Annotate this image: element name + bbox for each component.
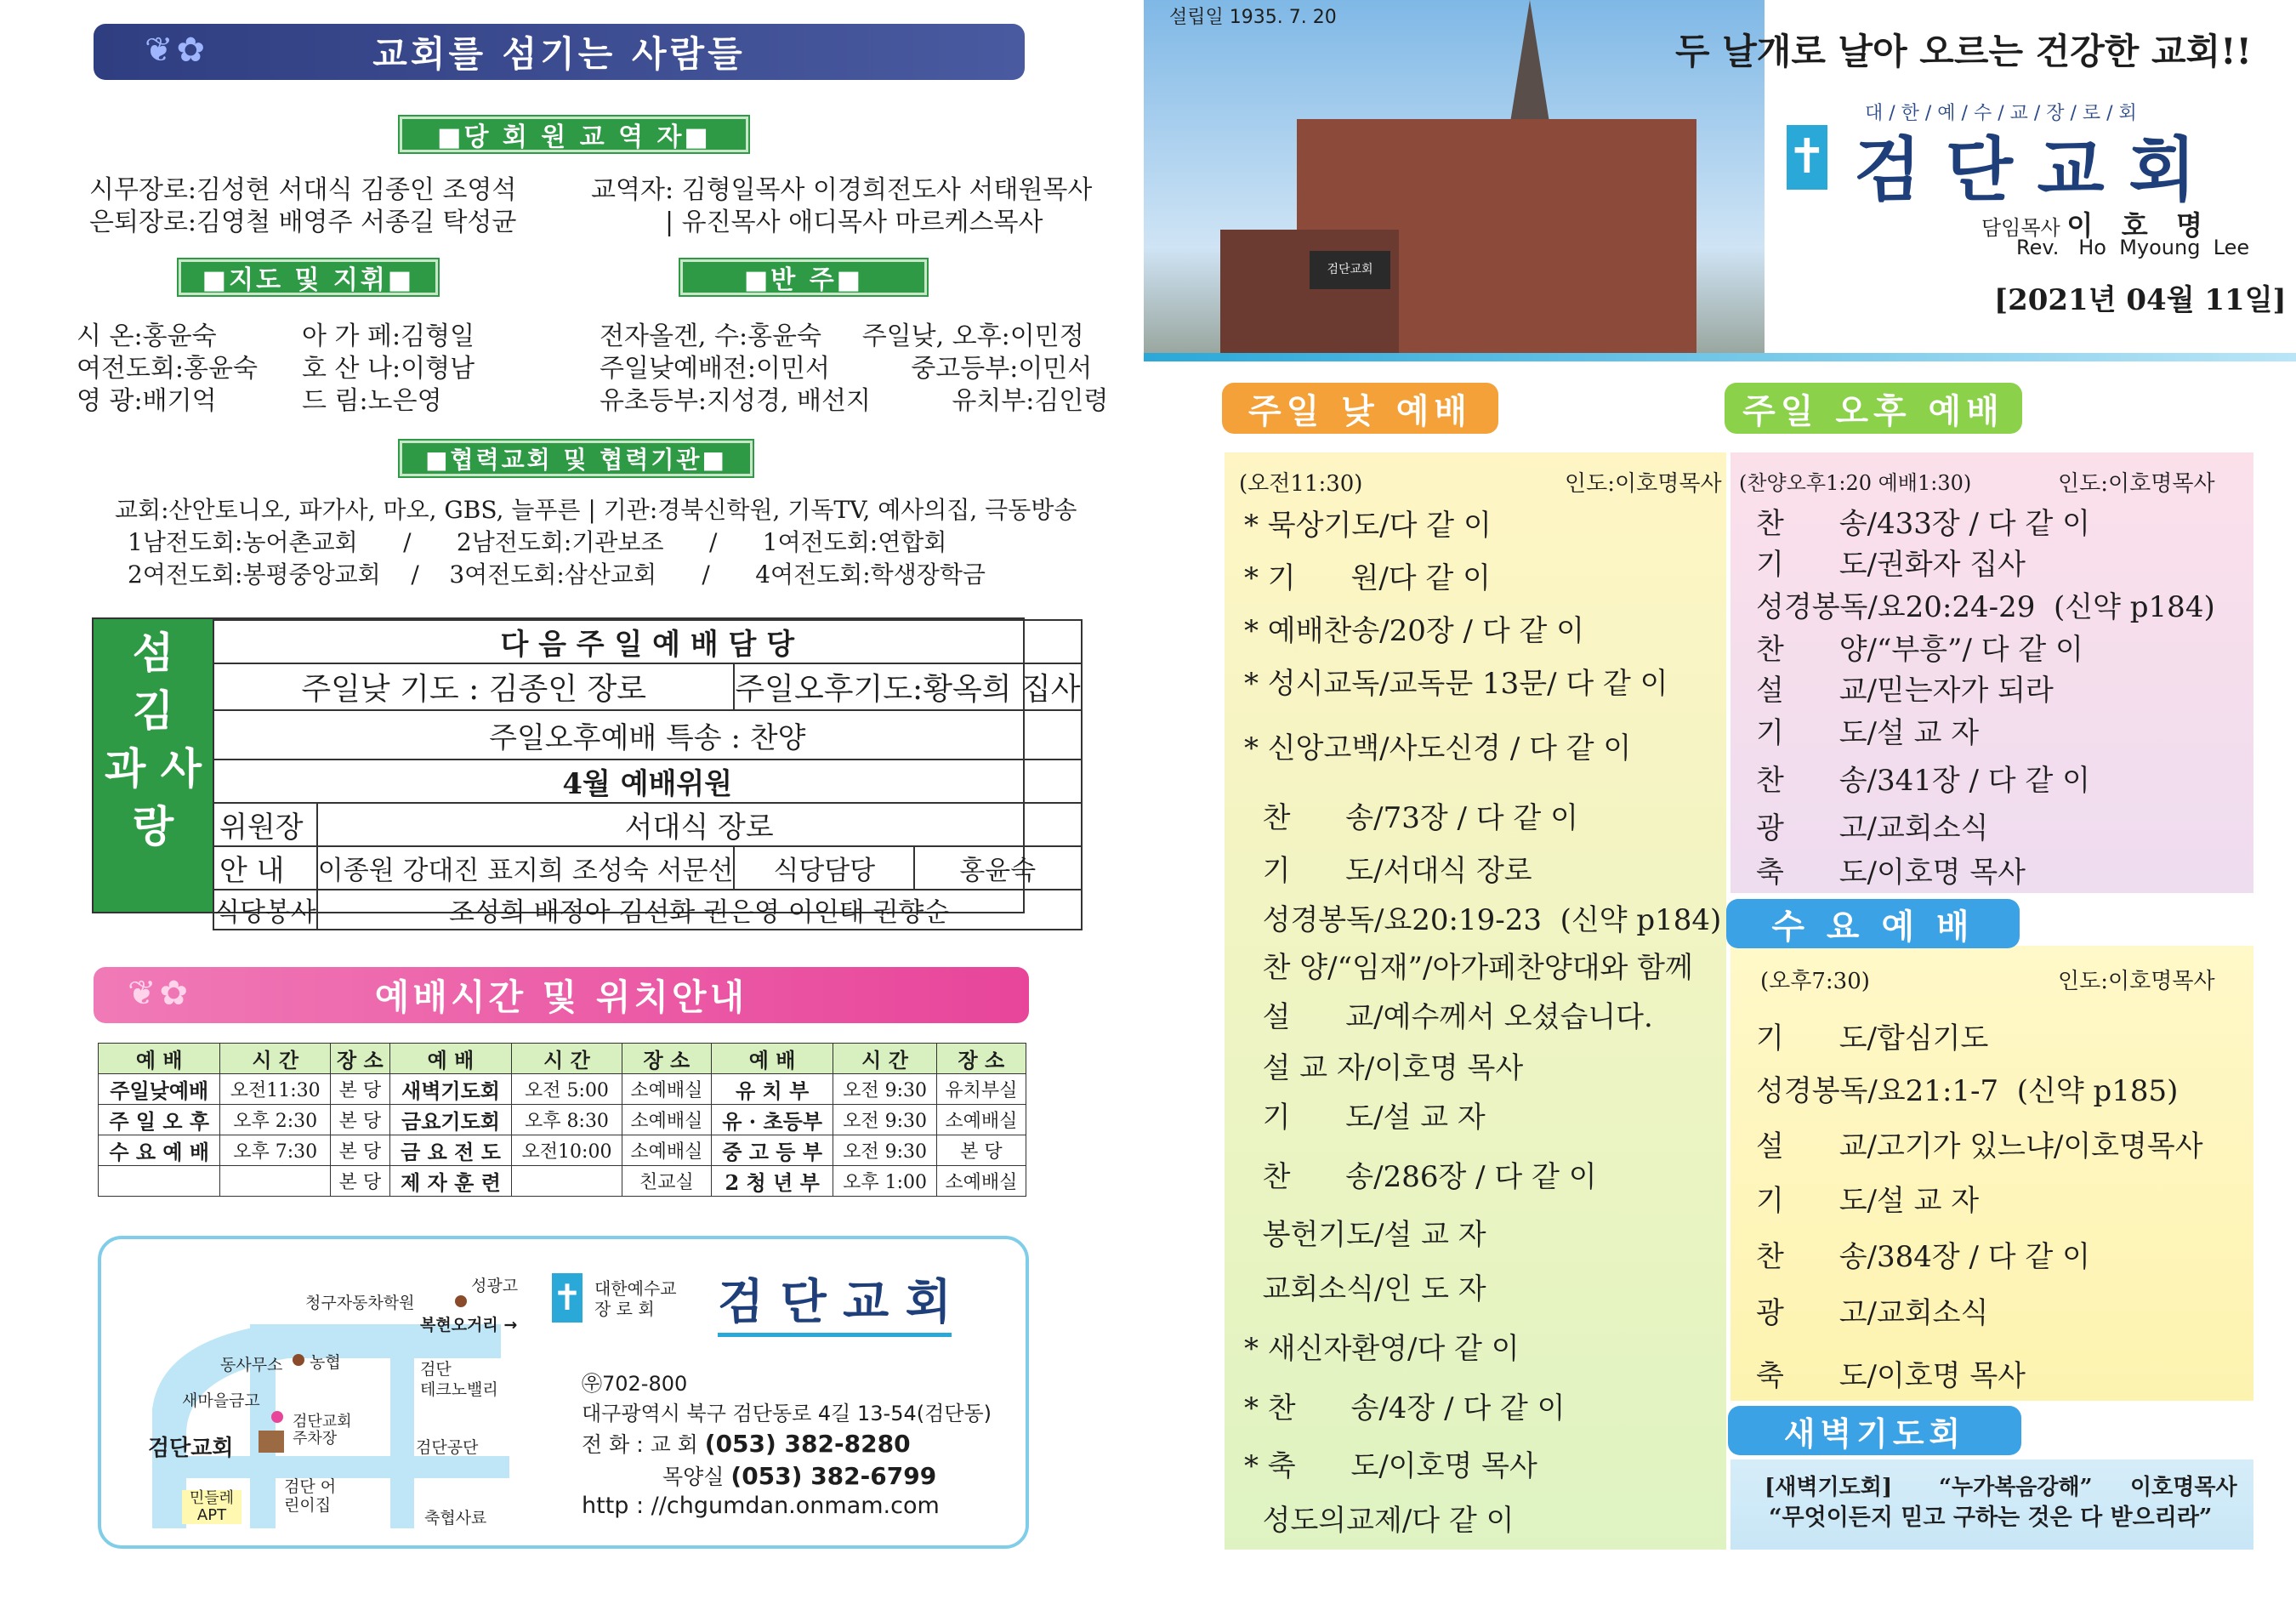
accomp-row: 유초등부:지성경, 배선지 유치부:김인령 bbox=[600, 386, 1109, 416]
cell: 오전 9:30 bbox=[833, 1105, 936, 1135]
accomp-label: ■반 주■ bbox=[680, 259, 927, 295]
map-label: 테크노밸리 bbox=[420, 1380, 498, 1399]
location-box bbox=[98, 1236, 1029, 1549]
map-label: 검단 어린이집 bbox=[284, 1477, 337, 1515]
list-item: * 찬 송/4장 / 다 같 이 bbox=[1244, 1391, 1566, 1425]
map bbox=[135, 1265, 611, 1537]
dawn-title: 새벽기도회 bbox=[1728, 1406, 2021, 1455]
leader-row: 아 가 페:김형일 bbox=[302, 321, 475, 351]
guide-value: 이종원 강대진 표지희 조성숙 서문선 bbox=[317, 846, 735, 890]
header-rule bbox=[1144, 353, 2296, 361]
prayer-pm: 주일오후기도:황옥희 집사 bbox=[734, 663, 1081, 710]
table-row bbox=[99, 1105, 1026, 1135]
cell: 유치부실 bbox=[936, 1074, 1026, 1105]
list-item: * 신앙고백/사도신경 / 다 같 이 bbox=[1244, 731, 1632, 765]
list-item: 광 고/교회소식 bbox=[1756, 1296, 1989, 1330]
list-item: 기 도/설 교 자 bbox=[1756, 716, 1980, 750]
map-label: 동사무소 bbox=[220, 1356, 283, 1374]
list-item: 찬 송/286장 / 다 같 이 bbox=[1244, 1160, 1597, 1194]
website-link[interactable]: http : //chgumdan.onmam.com bbox=[582, 1493, 940, 1519]
cell: 본 당 bbox=[936, 1135, 1026, 1166]
cell: 금요기도회 bbox=[389, 1105, 511, 1135]
list-item: * 기 원/다 같 이 bbox=[1244, 561, 1491, 595]
special-song: 주일오후예배 특송 : 찬양 bbox=[213, 710, 1082, 759]
leader-row: 여전도회:홍윤숙 bbox=[77, 354, 258, 384]
map-marker-icon bbox=[455, 1295, 467, 1307]
serve-side-char: 과 사 bbox=[104, 743, 202, 794]
list-item: 찬 송/433장 / 다 같 이 bbox=[1756, 507, 2090, 541]
guide-key: 안 내 bbox=[213, 846, 317, 890]
cell: 소예배실 bbox=[622, 1105, 711, 1135]
col-head: 예 배 bbox=[389, 1044, 511, 1074]
bulletin-date: [2021년 04월 11일] bbox=[1994, 283, 2287, 317]
cell: 소예배실 bbox=[936, 1105, 1026, 1135]
table-row bbox=[99, 1074, 1026, 1105]
cell: 오전10:00 bbox=[512, 1135, 622, 1166]
list-item: 성경봉독/요20:19-23 (신약 p184) bbox=[1244, 903, 1722, 937]
pastor-english: Rev. Ho Myoung Lee bbox=[2016, 236, 2250, 259]
church-name: 검 단 교 회 bbox=[718, 1265, 952, 1337]
denomination: 대 / 한 / 예 / 수 / 교 / 장 / 로 / 회 bbox=[1865, 103, 2137, 124]
wednesday-leader: 인도:이호명목사 bbox=[2058, 969, 2215, 994]
col-head: 예 배 bbox=[99, 1044, 220, 1074]
left-page bbox=[0, 0, 1144, 1610]
cell: 수 요 예 배 bbox=[99, 1135, 220, 1166]
list-item: 기 도/설 교 자 bbox=[1244, 1101, 1486, 1135]
leaders-label: ■지도 및 지휘■ bbox=[179, 259, 438, 295]
cell: 제 자 훈 련 bbox=[389, 1166, 511, 1197]
serve-side-char: 섬 bbox=[132, 628, 174, 678]
cell: 오후 7:30 bbox=[220, 1135, 331, 1166]
pastor-line: 담임목사 이 호 명 bbox=[1981, 209, 2202, 242]
prayer-am: 주일낮 기도 : 김종인 장로 bbox=[213, 663, 734, 710]
right-page bbox=[1144, 0, 2296, 1610]
title-banner-text: 교회를 섬기는 사람들 bbox=[372, 33, 746, 75]
cell: 오후 2:30 bbox=[220, 1105, 331, 1135]
list-item: 찬 송/384장 / 다 같 이 bbox=[1756, 1240, 2090, 1274]
sunday-pm-leader: 인도:이호명목사 bbox=[2058, 471, 2215, 497]
list-item: 축 도/이호명 목사 bbox=[1756, 856, 2026, 890]
cell: 오전 9:30 bbox=[833, 1074, 936, 1105]
church-photo bbox=[1144, 0, 1765, 353]
list-item: 기 도/설 교 자 bbox=[1756, 1184, 1980, 1218]
cell: 본 당 bbox=[331, 1166, 390, 1197]
schedule-header bbox=[99, 1044, 1026, 1074]
list-item: 설 교/고기가 있느냐/이호명목사 bbox=[1756, 1129, 2203, 1163]
cell: 금 요 전 도 bbox=[389, 1135, 511, 1166]
map-label: 검단교회 bbox=[148, 1436, 234, 1461]
cell: 오후 1:00 bbox=[833, 1166, 936, 1197]
map-marker-icon bbox=[271, 1411, 283, 1423]
list-item: 성경봉독/요20:24-29 (신약 p184) bbox=[1756, 590, 2215, 624]
table-row bbox=[99, 1135, 1026, 1166]
denomination-small: 대한예수교 장 로 회 bbox=[594, 1278, 677, 1319]
schedule-table bbox=[98, 1043, 1026, 1197]
wednesday-time: (오후7:30) bbox=[1760, 969, 1870, 994]
list-item: 찬 양/“부흥”/ 다 같 이 bbox=[1756, 633, 2083, 667]
building-front bbox=[1220, 230, 1399, 353]
cell: 중 고 등 부 bbox=[711, 1135, 833, 1166]
phone-row: 전 화 : 교 회 (053) 382-8280 bbox=[582, 1430, 911, 1458]
list-item: 설 교/예수께서 오셨습니다. bbox=[1244, 1000, 1653, 1034]
times-banner-text: 예배시간 및 위치안내 bbox=[374, 976, 748, 1018]
map-label: 청구자동차학원 bbox=[305, 1294, 415, 1312]
dawn-line1-a: [새벽기도회] bbox=[1765, 1475, 1893, 1500]
cell: 오후 8:30 bbox=[512, 1105, 622, 1135]
elders-line1: 시무장로:김성현 서대식 김종인 조영석 bbox=[89, 175, 517, 205]
col-head: 장 소 bbox=[622, 1044, 711, 1074]
list-item: 봉헌기도/설 교 자 bbox=[1244, 1218, 1486, 1252]
serve-table bbox=[213, 619, 1083, 930]
dawn-line1-b: “누가복음강해” bbox=[1939, 1475, 2093, 1500]
cell: 오전11:30 bbox=[220, 1074, 331, 1105]
next-week-heading: 다 음 주 일 예 배 담 당 bbox=[213, 620, 1082, 663]
map-label: 새마을금고 bbox=[182, 1391, 260, 1410]
chair-value: 서대식 장로 bbox=[317, 803, 1082, 846]
col-head: 시 간 bbox=[833, 1044, 936, 1074]
cell: 친교실 bbox=[622, 1166, 711, 1197]
map-label: 민들레 APT bbox=[182, 1490, 242, 1524]
phone-row: 목양실 (053) 382-6799 bbox=[662, 1462, 937, 1490]
list-item: * 묵상기도/다 같 이 bbox=[1244, 509, 1492, 543]
cell: 소예배실 bbox=[622, 1074, 711, 1105]
map-label: 농협 bbox=[310, 1353, 341, 1372]
cell: 2 청 년 부 bbox=[711, 1166, 833, 1197]
cell: 주 일 오 후 bbox=[99, 1105, 220, 1135]
list-item: 기 도/합심기도 bbox=[1756, 1021, 1989, 1055]
col-head: 시 간 bbox=[220, 1044, 331, 1074]
times-banner bbox=[94, 967, 1029, 1023]
sunday-pm-time: (찬양오후1:20 예배1:30) bbox=[1739, 471, 1972, 495]
floral-ornament-icon: ❦✿ bbox=[145, 31, 209, 70]
dining-value: 홍윤숙 bbox=[914, 846, 1082, 890]
accomp-row: 주일낮예배전:이민서 중고등부:이민서 bbox=[600, 354, 1093, 384]
sunday-pm-title: 주일 오후 예배 bbox=[1725, 383, 2022, 434]
ministers-line2: | 유진목사 애디목사 마르케스목사 bbox=[665, 208, 1043, 237]
list-item: 광 고/교회소식 bbox=[1756, 811, 1989, 845]
list-item: 기 도/서대식 장로 bbox=[1244, 854, 1532, 888]
leader-row: 시 온:홍윤숙 bbox=[77, 321, 217, 351]
cell: 오전 5:00 bbox=[512, 1074, 622, 1105]
chair-key: 위원장 bbox=[213, 803, 317, 846]
list-item: * 성시교독/교독문 13문/ 다 같 이 bbox=[1244, 667, 1668, 701]
map-label: 성광고 bbox=[471, 1277, 519, 1295]
steeple bbox=[1509, 0, 1550, 128]
coop-line: 교회:산안토니오, 파가사, 마오, GBS, 늘푸른 | 기관:경북신학원, 기독TV, 예사의집, 극동방송 bbox=[115, 496, 1077, 524]
list-item: * 새신자환영/다 같 이 bbox=[1244, 1332, 1520, 1366]
cell: 소예배실 bbox=[622, 1135, 711, 1166]
title-banner bbox=[94, 24, 1025, 80]
map-label: 축협사료 bbox=[424, 1509, 487, 1528]
church-name-large: 검 단 교 회 bbox=[1854, 129, 2197, 211]
dawn-line1-c: 이호명목사 bbox=[2130, 1475, 2237, 1500]
map-marker-icon bbox=[293, 1354, 304, 1366]
dining-serv-key: 식당봉사 bbox=[213, 890, 317, 930]
slogan: 두 날개로 날아 오르는 건강한 교회!! bbox=[1675, 31, 2252, 72]
church-logo-icon: ✝ bbox=[1787, 125, 1827, 190]
elders-line2: 은퇴장로:김영철 배영주 서종길 탁성균 bbox=[89, 208, 517, 237]
coop-line: 2여전도회:봉평중앙교회 / 3여전도회:삼산교회 / 4여전도회:학생장학금 bbox=[128, 560, 986, 589]
ministers-line1: 교역자: 김형일목사 이경희전도사 서태원목사 bbox=[591, 175, 1093, 205]
map-label: 복현오거리 → bbox=[420, 1316, 518, 1334]
cell: 유 치 부 bbox=[711, 1074, 833, 1105]
dawn-line2: “무엇이든지 믿고 구하는 것은 다 받으리라” bbox=[1769, 1505, 2213, 1531]
sign-plate: 검단교회 bbox=[1310, 251, 1390, 289]
list-item: 성도의교제/다 같 이 bbox=[1244, 1504, 1515, 1538]
cell: 새벽기도회 bbox=[389, 1074, 511, 1105]
serve-side-label bbox=[94, 619, 213, 912]
church-logo-icon: ✝ bbox=[552, 1273, 583, 1323]
cell: 본 당 bbox=[331, 1135, 390, 1166]
list-item: 찬 송/341장 / 다 같 이 bbox=[1756, 764, 2090, 798]
founded-date: 설립일 1935. 7. 20 bbox=[1169, 7, 1337, 28]
serve-side-char: 김 bbox=[132, 686, 174, 736]
cell: 주일낮예배 bbox=[99, 1074, 220, 1105]
dining-serv-value: 조성희 배정아 김선화 권은영 이인태 권향순 bbox=[317, 890, 1082, 930]
dining-key: 식당담당 bbox=[734, 846, 914, 890]
col-head: 시 간 bbox=[512, 1044, 622, 1074]
list-item: 설 교/믿는자가 되라 bbox=[1756, 674, 2054, 708]
sunday-am-title: 주일 낮 예배 bbox=[1222, 383, 1498, 434]
map-label: 검단 bbox=[420, 1360, 452, 1379]
coop-label: ■협력교회 및 협력기관■ bbox=[400, 441, 753, 476]
cell bbox=[99, 1166, 220, 1197]
sunday-am-leader: 인도:이호명목사 bbox=[1565, 471, 1722, 497]
address: 대구광역시 북구 검단동로 4길 13-54(검단동) bbox=[582, 1402, 992, 1425]
list-item: 찬 송/73장 / 다 같 이 bbox=[1244, 801, 1578, 835]
cell bbox=[220, 1166, 331, 1197]
list-item: 교회소식/인 도 자 bbox=[1244, 1272, 1486, 1306]
list-item: 성경봉독/요21:1-7 (신약 p185) bbox=[1756, 1074, 2179, 1108]
wednesday-title: 수 요 예 배 bbox=[1726, 899, 2020, 948]
committee-heading: 4월 예배위원 bbox=[213, 759, 1082, 803]
accomp-row: 전자올겐, 수:홍윤숙 주일낮, 오후:이민정 bbox=[600, 321, 1084, 351]
cell: 본 당 bbox=[331, 1105, 390, 1135]
serve-box bbox=[92, 617, 1081, 928]
map-label: 검단교회 주차장 bbox=[293, 1413, 352, 1448]
list-item: 설 교 자/이호명 목사 bbox=[1244, 1051, 1524, 1085]
serve-side-char: 랑 bbox=[132, 801, 174, 851]
zip-code: ㉾702-800 bbox=[582, 1372, 688, 1396]
cell: 본 당 bbox=[331, 1074, 390, 1105]
coop-line: 1남전도회:농어촌교회 / 2남전도회:기관보조 / 1여전도회:연합회 bbox=[128, 528, 947, 556]
cell: 소예배실 bbox=[936, 1166, 1026, 1197]
list-item: 축 도/이호명 목사 bbox=[1756, 1359, 2026, 1393]
cell: 오전 9:30 bbox=[833, 1135, 936, 1166]
col-head: 장 소 bbox=[936, 1044, 1026, 1074]
list-item: * 축 도/이호명 목사 bbox=[1244, 1449, 1537, 1483]
table-row bbox=[99, 1166, 1026, 1197]
church-building-icon bbox=[259, 1431, 284, 1453]
cell: 유 · 초등부 bbox=[711, 1105, 833, 1135]
leader-row: 영 광:배기억 bbox=[77, 386, 217, 416]
sunday-am-time: (오전11:30) bbox=[1239, 471, 1363, 497]
list-item: 기 도/권화자 집사 bbox=[1756, 548, 2026, 582]
col-head: 장 소 bbox=[331, 1044, 390, 1074]
leader-row: 호 산 나:이형남 bbox=[302, 354, 475, 384]
leader-row: 드 림:노은영 bbox=[302, 386, 442, 416]
floral-ornament-icon: ❦✿ bbox=[128, 974, 192, 1013]
staff-label: ■당 회 원 교 역 자■ bbox=[400, 117, 748, 152]
col-head: 예 배 bbox=[711, 1044, 833, 1074]
list-item: 찬 양/“임재”/아가페찬양대와 함께 bbox=[1244, 951, 1693, 985]
list-item: * 예배찬송/20장 / 다 같 이 bbox=[1244, 614, 1584, 648]
cell bbox=[512, 1166, 622, 1197]
map-label: 검단공단 bbox=[416, 1438, 479, 1457]
